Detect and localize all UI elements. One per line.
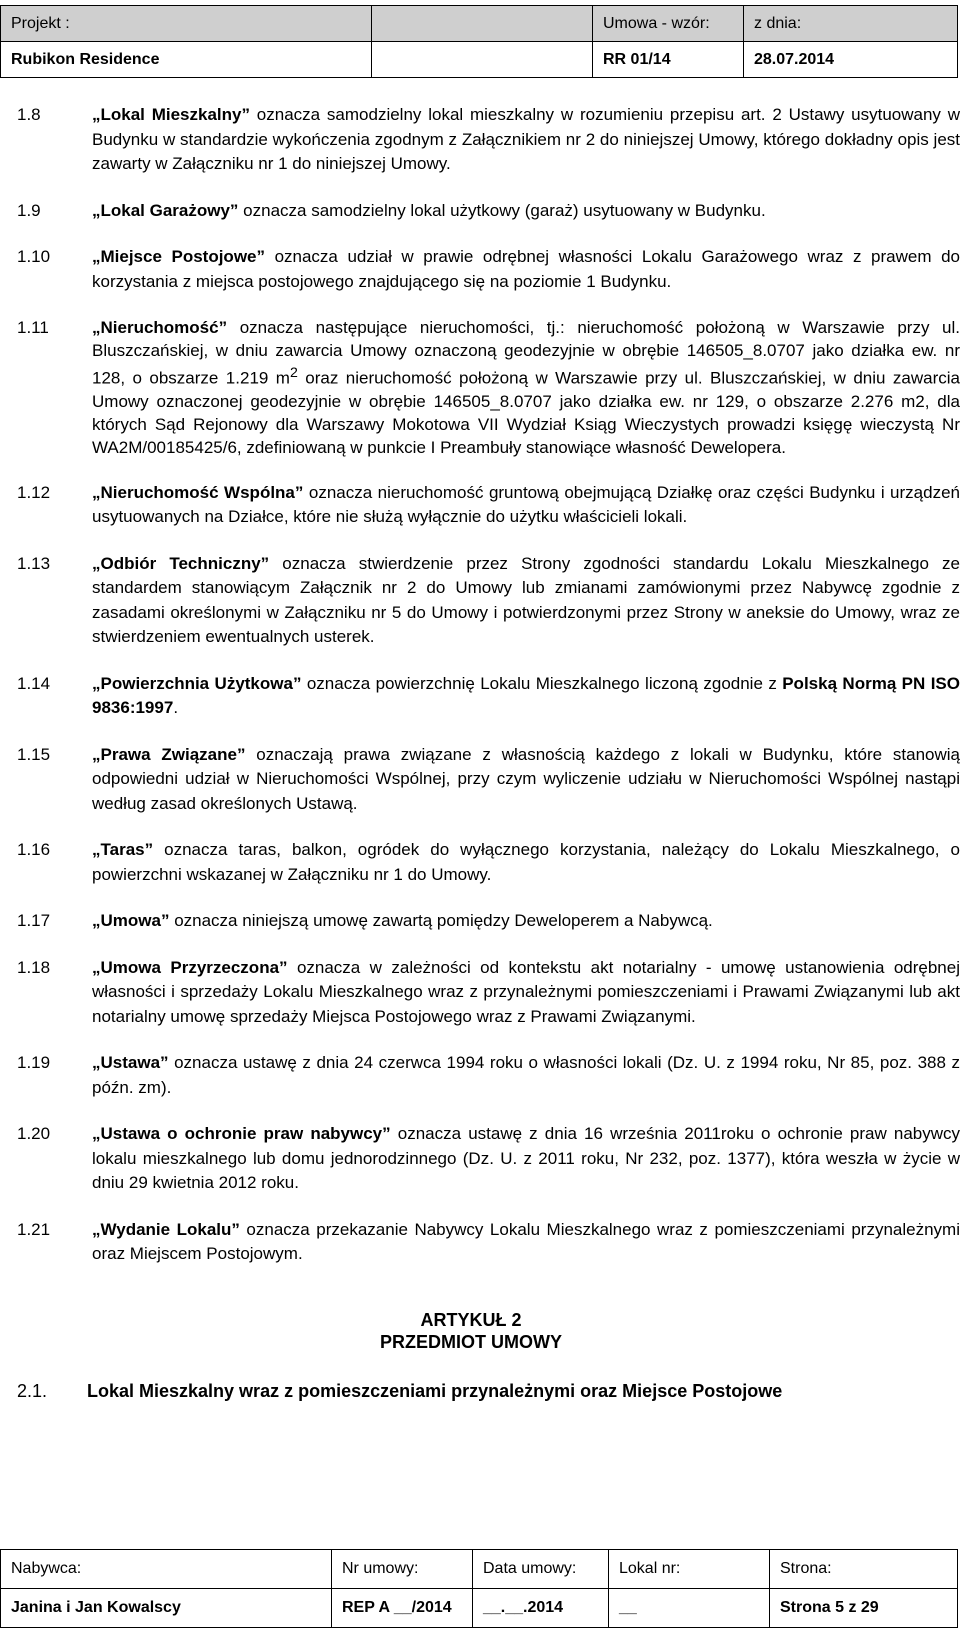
- definition-number: 1.14: [17, 673, 51, 693]
- definition-term: „Lokal Mieszkalny”: [92, 105, 250, 124]
- definition-item: [17, 1218, 960, 1267]
- header-empty-cell-2: [372, 42, 593, 78]
- definition-item: [17, 481, 960, 530]
- definition-text-cont: .: [173, 698, 179, 718]
- definition-number: 1.18: [17, 957, 51, 977]
- section-number: 2.1.: [17, 1380, 48, 1401]
- definition-term: „Miejsce Postojowe”: [92, 247, 265, 266]
- definition-term: „Ustawa o ochronie praw nabywcy”: [92, 1124, 391, 1144]
- footer-contract-date-label: Data umowy:: [473, 1550, 609, 1589]
- footer-buyer-value: Janina i Jan Kowalscy: [1, 1589, 332, 1628]
- definition-item: [17, 1051, 960, 1100]
- footer-page-value: Strona 5 z 29: [770, 1589, 958, 1628]
- footer-contract-no-label: Nr umowy:: [332, 1550, 473, 1589]
- definition-text: oznacza powierzchnię Lokalu Mieszkalnego liczoną zgodnie z: [301, 673, 783, 693]
- definition-text: oznacza ustawę z dnia 24 czerwca 1994 roku o własności lokali (Dz. U. z 1994 roku, Nr 85, poz. 388 z późn. zm).: [92, 1053, 960, 1097]
- article-title: PRZEDMIOT UMOWY: [380, 1331, 562, 1352]
- document-header: [0, 5, 958, 78]
- definition-text: oznacza niniejszą umowę zawartą pomiędzy Deweloperem a Nabywcą.: [169, 911, 713, 931]
- definition-item: [17, 743, 960, 817]
- definition-number: 1.8: [17, 105, 41, 124]
- definition-text: oznacza taras, balkon, ogródek do wyłącznego korzystania, należący do Lokalu Mieszkalnego, o powierzchni wskazanej w Załączniku nr 1 do Umowy.: [92, 840, 960, 884]
- definition-term: „Nieruchomość”: [92, 318, 228, 337]
- definition-item: [17, 552, 960, 650]
- header-date-value: 28.07.2014: [744, 42, 958, 78]
- footer-unit-no-label: Lokal nr:: [609, 1550, 770, 1589]
- definition-text: oznacza ustawę z dnia 16 września 2011roku o ochronie praw nabywcy lokalu mieszkalnego lub domu jednorodzinnego (Dz. U. z 2011 roku, Nr 232, poz. 1377), która weszła w życie w dniu 29 kwietnia 2012 roku.: [92, 1124, 960, 1193]
- definition-text-cont: oraz nieruchomość położoną w Warszawie przy ul. Bluszczańskiej, w dniu zawarcia Umowy oznaczonej geodezyjnie w obrębie 146505_8.0707 jako działka ew. nr 129, o obszarze 2.276 m2, dla których Sąd Rejonowy dla Warszawy Mokotowa VII Wydział Ksiąg Wieczystych prowadzi księgę wieczystą Nr WA2M/00185425/6, zdefiniowaną w punkcie I Preambuły stanowiące własność Dewelopera.: [92, 368, 960, 457]
- definition-text: oznacza udział w prawie odrębnej własności Lokalu Garażowego wraz z prawem do korzystania z miejsca postojowego znajdującego się na poziomie 1 Budynku.: [92, 247, 960, 291]
- definition-term: „Taras”: [92, 840, 154, 860]
- definition-item: [17, 838, 960, 887]
- document-footer: [0, 1549, 958, 1628]
- header-contract-template-value: RR 01/14: [593, 42, 744, 78]
- definition-number: 1.9: [17, 200, 41, 220]
- footer-page-label: Strona:: [770, 1550, 958, 1589]
- definition-item: [17, 103, 960, 177]
- definition-text: oznaczają prawa związane z własnością każdego z lokali w Budynku, które stanowią odpowiedni udział w Nieruchomości Wspólnej, przy czym wyliczenie udziału w Nieruchomości Wspólnej nastąpi według zasad określonych Ustawą.: [92, 744, 960, 813]
- definition-number: 1.13: [17, 553, 51, 573]
- header-contract-template-label: Umowa - wzór:: [593, 6, 744, 42]
- definition-number: 1.10: [17, 247, 51, 266]
- definition-number: 1.19: [17, 1053, 51, 1073]
- definition-number: 1.20: [17, 1124, 51, 1144]
- footer-unit-no-value: __: [609, 1589, 770, 1628]
- definition-text: oznacza samodzielny lokal użytkowy (garaż) usytuowany w Budynku.: [238, 200, 766, 220]
- definition-term: „Powierzchnia Użytkowa”: [92, 673, 302, 693]
- definition-number: 1.15: [17, 744, 51, 764]
- definition-text: oznacza nieruchomość gruntową obejmującą Działkę oraz części Budynku i urządzeń usytuowanych na Działce, które nie służą wyłącznie do użytku właścicieli lokali.: [92, 482, 960, 527]
- footer-contract-date-value: __.__.2014: [473, 1589, 609, 1628]
- standard-reference: Polską Normą PN ISO 9836:1997: [92, 673, 960, 718]
- definition-term: „Nieruchomość Wspólna”: [92, 482, 304, 502]
- definition-text: oznacza następujące nieruchomości, tj.: nieruchomość położoną w Warszawie przy ul. Bluszczańskiej, w dniu zawarcia Umowy oznaczoną geodezyjnie w obrębie 146505_8.0707 jako działka ew. nr 128, o obszarze 1.219 m: [92, 318, 960, 388]
- definition-term: „Odbiór Techniczny”: [92, 553, 270, 573]
- definition-term: „Umowa Przyrzeczona”: [92, 957, 288, 977]
- definition-item: [17, 245, 960, 294]
- article-heading: [17, 1309, 960, 1353]
- definition-item: [17, 1122, 960, 1196]
- definition-text: oznacza w zależności od kontekstu akt notarialny - umowę ustanowienia odrębnej własności i sprzedaży Lokalu Mieszkalnego wraz z przynależnymi pomieszczeniami i Prawami Związanymi lub akt notarialny umowę sprzedaży Miejsca Postojowego wraz z Prawami Związanymi.: [92, 957, 960, 1026]
- definition-number: 1.17: [17, 911, 51, 931]
- definition-text: oznacza przekazanie Nabywcy Lokalu Mieszkalnego wraz z pomieszczeniami przynależnymi oraz Miejscem Postojowym.: [92, 1219, 960, 1264]
- definition-text: oznacza stwierdzenie przez Strony zgodności standardu Lokalu Mieszkalnego ze standardem stanowiącym Załącznik nr 2 do Umowy lub zmianami zamówionymi przez Nabywcę zgodnie z zasadami określonymi w Załączniku nr 5 do Umowy i potwierdzonymi przez Strony w aneksie do Umowy, wraz ze stwierdzeniem ewentualnych usterek.: [92, 553, 960, 647]
- document-body: [17, 103, 960, 1402]
- footer-contract-no-value: REP A __/2014: [332, 1589, 473, 1628]
- section-title: Lokal Mieszkalny wraz z pomieszczeniami przynależnymi oraz Miejsce Postojowe: [87, 1380, 783, 1401]
- definition-item: [17, 316, 960, 459]
- definition-item: [17, 909, 960, 934]
- definition-term: „Wydanie Lokalu”: [92, 1219, 240, 1239]
- definition-number: 1.21: [17, 1219, 51, 1239]
- header-project-label: Projekt :: [1, 6, 372, 42]
- definition-item: [17, 672, 960, 721]
- definition-number: 1.12: [17, 482, 51, 502]
- definition-term: „Umowa”: [92, 911, 170, 931]
- definition-text: oznacza samodzielny lokal mieszkalny w rozumieniu przepisu art. 2 Ustawy usytuowany w Budynku w standardzie wykończenia zgodnym z Załącznikiem nr 2 do niniejszej Umowy, którego dokładny opis jest zawarty w Załączniku nr 1 do niniejszej Umowy.: [92, 105, 960, 173]
- definition-number: 1.11: [17, 318, 49, 337]
- header-project-name: Rubikon Residence: [1, 42, 372, 78]
- section-heading: [17, 1381, 960, 1402]
- definition-number: 1.16: [17, 840, 51, 860]
- superscript: 2: [289, 365, 298, 381]
- article-number: ARTYKUŁ 2: [420, 1309, 522, 1330]
- definition-term: „Prawa Związane”: [92, 744, 246, 764]
- definition-item: [17, 199, 960, 224]
- definition-term: „Ustawa”: [92, 1053, 169, 1073]
- header-empty-cell: [372, 6, 593, 42]
- definition-item: [17, 956, 960, 1030]
- header-date-label: z dnia:: [744, 6, 958, 42]
- footer-buyer-label: Nabywca:: [1, 1550, 332, 1589]
- definition-term: „Lokal Garażowy”: [92, 200, 239, 220]
